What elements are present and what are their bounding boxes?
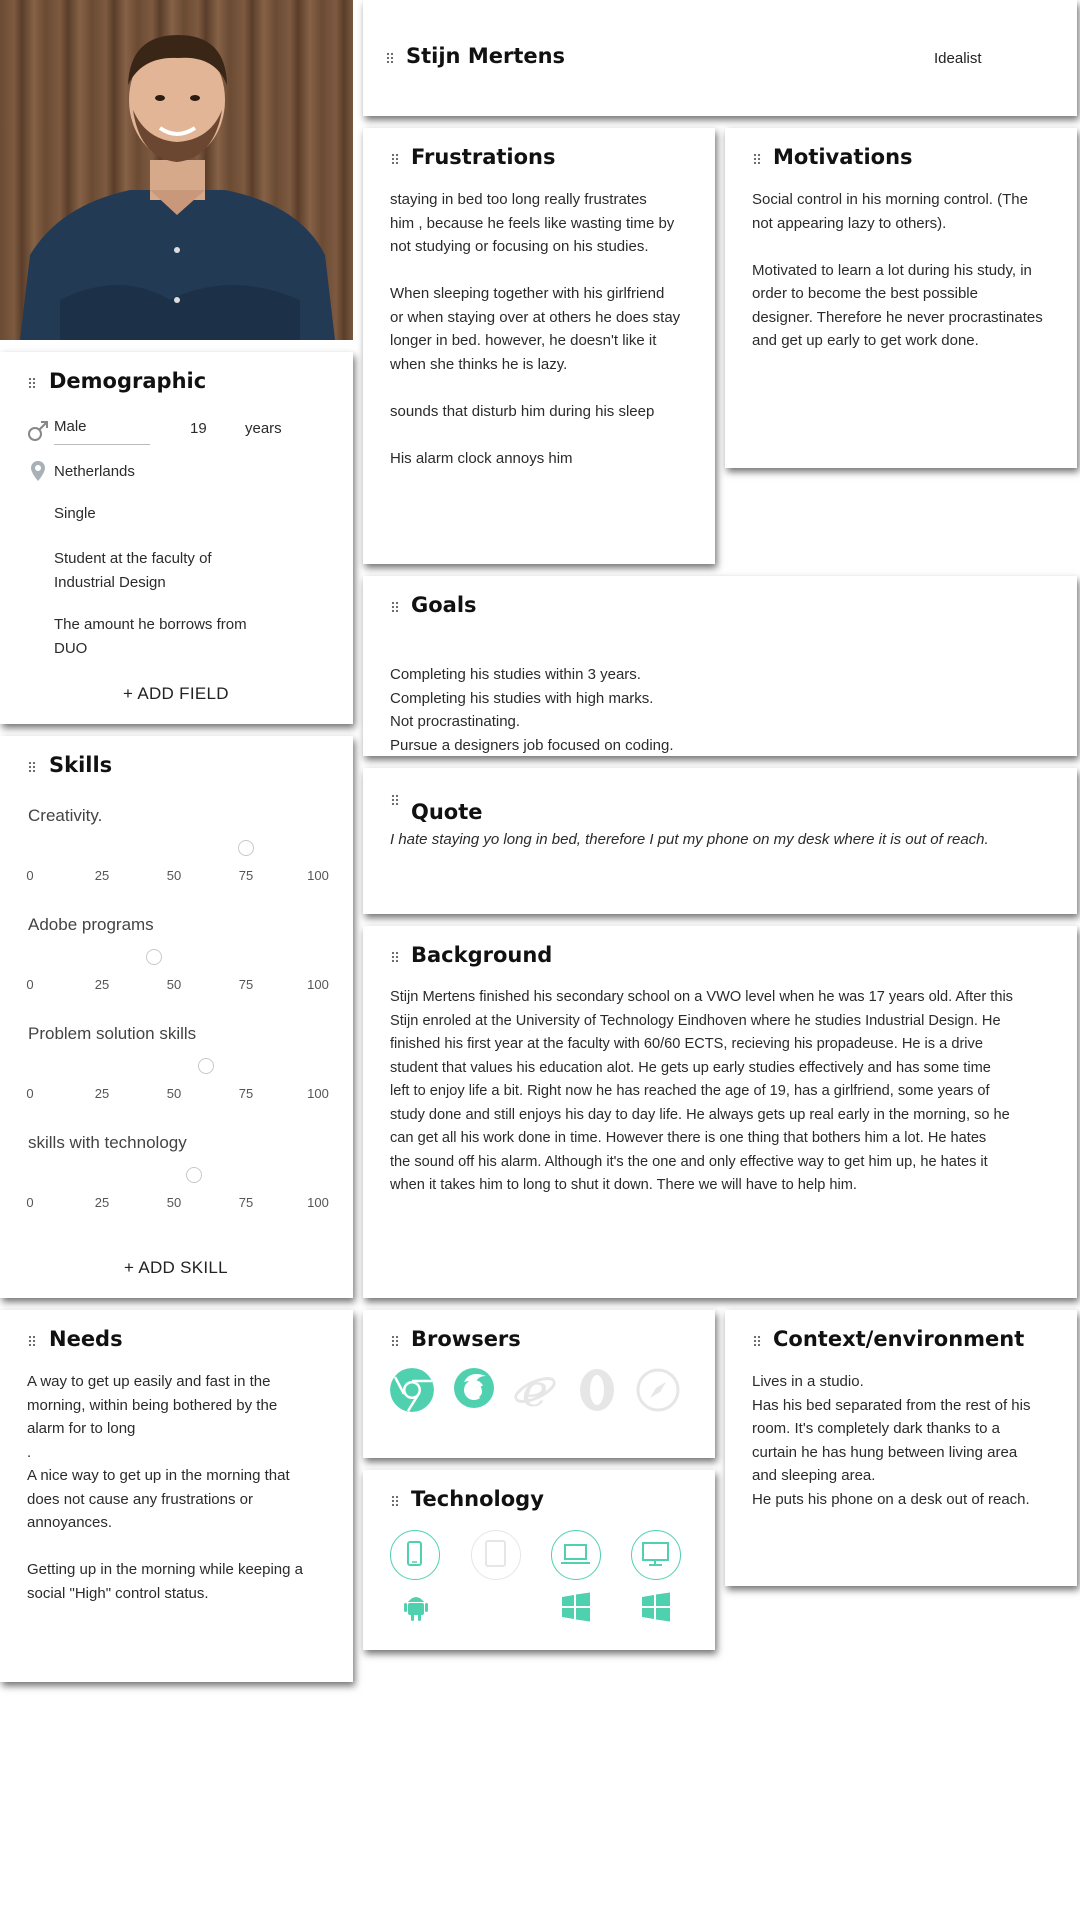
safari-icon[interactable]	[636, 1368, 680, 1412]
internet-explorer-icon[interactable]	[513, 1368, 557, 1412]
demographic-card	[0, 352, 353, 724]
motivations-title: Motivations	[773, 145, 913, 169]
motivations-text[interactable]: Social control in his morning control. (The not appearing lazy to others). Motivated to learn a lot during his study, in order to become the best possible designer. Therefore he never procrastinates and get up early to get work done.	[752, 191, 1043, 349]
skill-scale-tick: 75	[238, 977, 254, 992]
location-field[interactable]: Netherlands	[54, 463, 135, 480]
skill-scale-tick: 25	[94, 868, 110, 883]
background-card	[363, 926, 1077, 1298]
goals-title: Goals	[411, 593, 477, 617]
tablet-icon[interactable]	[471, 1530, 521, 1580]
background-title: Background	[411, 943, 553, 967]
technology-card	[363, 1470, 715, 1650]
skill-scale-tick: 75	[238, 1195, 254, 1210]
skill-scale-tick: 50	[166, 1086, 182, 1101]
skill-label: Adobe programs	[28, 915, 154, 934]
drag-handle-icon[interactable]	[28, 377, 36, 388]
persona-name[interactable]: Stijn Mertens	[406, 44, 566, 68]
smartphone-icon[interactable]	[390, 1530, 440, 1580]
skill-scale-tick: 75	[238, 1086, 254, 1101]
age-unit: years	[245, 420, 282, 437]
skills-title: Skills	[49, 753, 113, 777]
goals-text[interactable]: Completing his studies within 3 years. Completing his studies with high marks. Not procrastinating. Pursue a designers job focused on coding.	[390, 666, 674, 754]
windows-icon	[641, 1592, 671, 1622]
male-gender-icon	[27, 420, 49, 442]
needs-text[interactable]: A way to get up easily and fast in the morning, within being bothered by the alarm for to long . A nice way to get up in the morning that does not cause any frustrations or annoyances. Getting up in the morning while keeping a social "High" control status.	[27, 1373, 304, 1602]
frustrations-card	[363, 128, 715, 564]
add-field-button[interactable]: + ADD FIELD	[123, 684, 229, 703]
skill-scale-tick: 25	[94, 977, 110, 992]
quote-text[interactable]: I hate staying yo long in bed, therefore I put my phone on my desk where it is out of reach.	[390, 831, 989, 848]
drag-handle-icon[interactable]	[28, 1335, 36, 1346]
skill-label: skills with technology	[28, 1133, 187, 1152]
skill-label: Creativity.	[28, 806, 103, 825]
android-icon	[403, 1592, 429, 1622]
relationship-field[interactable]: Single	[54, 505, 96, 522]
goals-card	[363, 576, 1077, 756]
motivations-card	[725, 128, 1077, 468]
quote-card	[363, 768, 1077, 914]
context-title: Context/environment	[773, 1327, 1025, 1351]
skill-scale-tick: 100	[307, 868, 329, 883]
drag-handle-icon[interactable]	[753, 153, 761, 164]
skill-scale-tick: 0	[26, 868, 34, 883]
skill-slider-handle[interactable]	[198, 1058, 214, 1074]
persona-photo-drawing	[0, 0, 353, 340]
frustrations-text[interactable]: staying in bed too long really frustrates him , because he feels like wasting time by not studying or focusing on his studies. When sleeping together with his girlfriend or when staying over at others he does stay longer in bed. however, he doesn't like it when she thinks he is lazy. sounds that disturb him during his sleep His alarm clock annoys him	[390, 191, 681, 467]
chrome-icon[interactable]	[390, 1368, 434, 1412]
skill-scale-tick: 100	[307, 1086, 329, 1101]
opera-icon[interactable]	[575, 1368, 619, 1412]
quote-title: Quote	[411, 800, 483, 824]
skill-scale-tick: 50	[166, 1195, 182, 1210]
needs-title: Needs	[49, 1327, 123, 1351]
context-card	[725, 1310, 1077, 1586]
windows-icon	[561, 1592, 591, 1622]
firefox-icon[interactable]	[452, 1366, 496, 1410]
technology-title: Technology	[411, 1487, 544, 1511]
drag-handle-icon[interactable]	[391, 1495, 399, 1506]
income-field[interactable]: The amount he borrows from DUO	[54, 616, 247, 657]
skill-scale-tick: 0	[26, 977, 34, 992]
skill-scale-tick: 0	[26, 1195, 34, 1210]
occupation-field[interactable]: Student at the faculty of Industrial Design	[54, 550, 212, 591]
skills-card	[0, 736, 353, 1298]
drag-handle-icon[interactable]	[391, 601, 399, 612]
drag-handle-icon[interactable]	[753, 1335, 761, 1346]
skill-scale-tick: 25	[94, 1086, 110, 1101]
drag-handle-icon[interactable]	[391, 794, 399, 805]
svg-text:e: e	[521, 1368, 549, 1412]
skill-scale-tick: 75	[238, 868, 254, 883]
skill-scale-tick: 100	[307, 1195, 329, 1210]
desktop-icon[interactable]	[631, 1530, 681, 1580]
needs-card	[0, 1310, 353, 1682]
add-skill-button[interactable]: + ADD SKILL	[124, 1258, 228, 1277]
drag-handle-icon[interactable]	[391, 1335, 399, 1346]
skill-scale-tick: 0	[26, 1086, 34, 1101]
skill-scale-tick: 50	[166, 977, 182, 992]
browsers-title: Browsers	[411, 1327, 521, 1351]
drag-handle-icon[interactable]	[28, 761, 36, 772]
frustrations-title: Frustrations	[411, 145, 556, 169]
demographic-title: Demographic	[49, 369, 207, 393]
background-text[interactable]: Stijn Mertens finished his secondary school on a VWO level when he was 17 years old. After this Stijn enroled at the University of Technology Eindhoven where he studies Industrial Design. He finished his first year at the faculty with 60/60 ECTS, recieving his propadeuse. He is a drive student that values his education alot. He gets up early studies effectively and has some time left to enjoy life a bit. Right now he has reached the age of 19, has a girlfriend, some years of study done and still enjoys his day to day life. He always gets up real early in the morning, so he can get all his work done in time. However there is one thing that bothers him a lot. He hates the sound off his alarm. Although it's the one and only effective way to get him up, he hates it when it takes him to long to shut it down. There we will have to help him.	[390, 989, 1013, 1193]
skill-scale-tick: 100	[307, 977, 329, 992]
skill-slider-handle[interactable]	[238, 840, 254, 856]
skill-label: Problem solution skills	[28, 1024, 197, 1043]
age-field[interactable]: 19	[190, 420, 207, 437]
persona-type[interactable]: Idealist	[934, 50, 982, 67]
skill-scale-tick: 25	[94, 1195, 110, 1210]
drag-handle-icon[interactable]	[391, 153, 399, 164]
gender-field[interactable]: Male	[54, 418, 87, 435]
laptop-icon[interactable]	[551, 1530, 601, 1580]
persona-header-card	[363, 0, 1077, 116]
drag-handle-icon[interactable]	[386, 52, 394, 63]
skill-slider-handle[interactable]	[186, 1167, 202, 1183]
skill-scale-tick: 50	[166, 868, 182, 883]
browsers-card	[363, 1310, 715, 1458]
drag-handle-icon[interactable]	[391, 951, 399, 962]
location-pin-icon	[30, 460, 46, 482]
skill-slider-handle[interactable]	[146, 949, 162, 965]
persona-photo	[0, 0, 353, 340]
context-text[interactable]: Lives in a studio. Has his bed separated from the rest of his room. It's completely dark thanks to a curtain he has hung between living area and sleeping area. He puts his phone on a desk out of reach.	[752, 1373, 1031, 1508]
gender-field-underline	[54, 444, 150, 445]
